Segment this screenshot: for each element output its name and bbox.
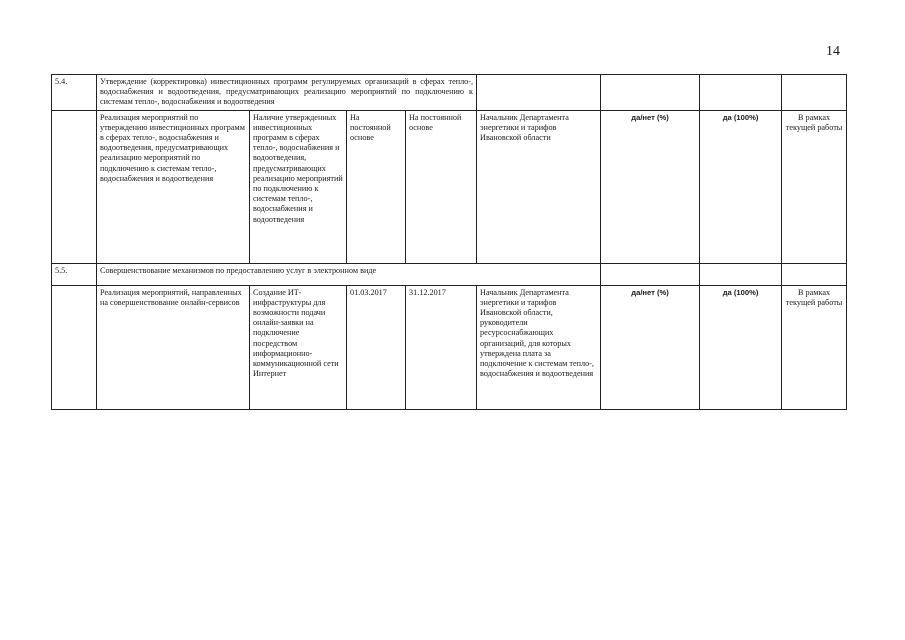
empty-cell [52, 285, 97, 409]
responsible-cell: Начальник Департамента энергетики и тарифов Ивановской области, руководители ресурсоснабжающих организаций, для которых утверждена плата за подключение к системам тепло-, водоснабжения и водоотведения [477, 285, 601, 409]
target-value-cell: да (100%) [700, 110, 782, 263]
section-title: Утверждение (корректировка) инвестиционных программ регулируемых организаций в сферах тепло-, водоснабжения и водоотведения, предусматривающих реализацию мероприятий по подключению к системам тепло-, водоснабжения и водоотведения [97, 75, 477, 111]
indicator-cell: да/нет (%) [601, 110, 700, 263]
action-plan-table [51, 74, 847, 410]
funding-cell: В рамках текущей работы [782, 285, 847, 409]
section-row [52, 75, 847, 111]
funding-cell: В рамках текущей работы [782, 110, 847, 263]
start-date-cell: На постоянной основе [347, 110, 406, 263]
indicator-cell: да/нет (%) [601, 285, 700, 409]
empty-cell [700, 263, 782, 285]
page-number: 14 [826, 44, 840, 59]
section-number: 5.4. [52, 75, 97, 111]
responsible-cell: Начальник Департамента энергетики и тарифов Ивановской области [477, 110, 601, 263]
empty-cell [477, 75, 601, 111]
result-cell: Наличие утвержденных инвестиционных программ в сферах тепло-, водоснабжения и водоотведения, предусматривающих реализацию мероприятий по подключению к системам тепло-, водоснабжения и водоотведения [250, 110, 347, 263]
empty-cell [782, 75, 847, 111]
empty-cell [601, 263, 700, 285]
activity-cell: Реализация мероприятий по утверждению инвестиционных программ в сферах тепло-, водоснабжения и водоотведения, предусматривающих реализацию мероприятий по подключению к системам тепло-, водоснабжения и водоотведения [97, 110, 250, 263]
empty-cell [601, 75, 700, 111]
empty-cell [52, 110, 97, 263]
result-cell: Создание ИТ-инфраструктуры для возможности подачи онлайн-заявки на подключение посредством информационно-коммуникационной сети Интернет [250, 285, 347, 409]
target-value-cell: да (100%) [700, 285, 782, 409]
empty-cell [700, 75, 782, 111]
activity-cell: Реализация мероприятий, направленных на совершенствование онлайн-сервисов [97, 285, 250, 409]
empty-cell [782, 263, 847, 285]
section-number: 5.5. [52, 263, 97, 285]
table-row [52, 110, 847, 263]
end-date-cell: На постоянной основе [406, 110, 477, 263]
table-row [52, 285, 847, 409]
start-date-cell: 01.03.2017 [347, 285, 406, 409]
section-title: Совершенствование механизмов по предоставлению услуг в электронном виде [97, 263, 601, 285]
end-date-cell: 31.12.2017 [406, 285, 477, 409]
section-row [52, 263, 847, 285]
